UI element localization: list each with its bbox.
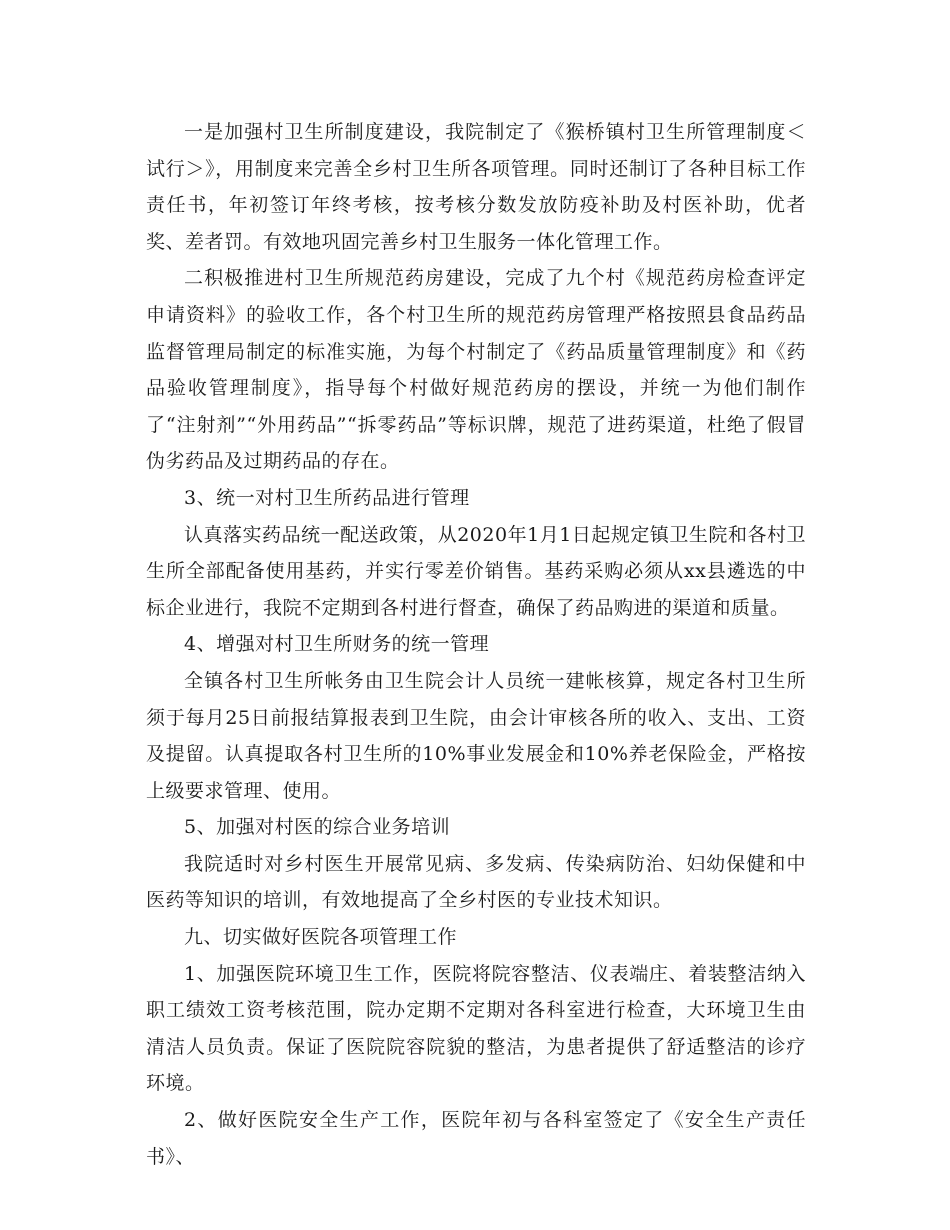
heading-drug-management: 3、统一对村卫生所药品进行管理 — [184, 486, 470, 509]
paragraph-environment-hygiene: 1、加强医院环境卫生工作，医院将院容整洁、仪表端庄、着装整洁纳入职工绩效工资考核范围，院办定期不定期对各科室进行检查，大环境卫生由清洁人员负责。保证了医院院容院貌的整洁，为患者提供了舒适整洁的诊疗环境。 — [146, 962, 806, 1095]
paragraph-clinic-system: 一是加强村卫生所制度建设，我院制定了《猴桥镇村卫生所管理制度＜试行＞》，用制度来完善全乡村卫生所各项管理。同时还制订了各种目标工作责任书，年初签订年终考核，按考核分数发放防疫补助及村医补助，优者奖、差者罚。有效地巩固完善乡村卫生服务一体化管理工作。 — [146, 121, 806, 253]
heading-doctor-training: 5、加强对村医的综合业务培训 — [184, 816, 451, 839]
paragraph-drug-distribution: 认真落实药品统一配送政策，从2020年1月1日起规定镇卫生院和各村卫生所全部配备使用基药，并实行零差价销售。基药采购必须从xx县遴选的中标企业进行，我院不定期到各村进行督查，确保了药品购进的渠道和质量。 — [146, 523, 806, 619]
document-body — [146, 114, 806, 1175]
paragraph-finance-accounting: 全镇各村卫生所帐务由卫生院会计人员统一建帐核算，规定各村卫生所须于每月25日前报结算报表到卫生院，由会计审核各所的收入、支出、工资及提留。认真提取各村卫生所的10%事业发展金和10%养老保险金，严格按上级要求管理、使用。 — [146, 669, 806, 802]
heading-finance-management: 4、增强对村卫生所财务的统一管理 — [184, 633, 490, 656]
paragraph-safety-production: 2、做好医院安全生产工作，医院年初与各科室签定了《安全生产责任书》、 — [146, 1109, 806, 1168]
paragraph-pharmacy-standard: 二积极推进村卫生所规范药房建设，完成了九个村《规范药房检查评定申请资料》的验收工作，各个村卫生所的规范药房管理严格按照县食品药品监督管理局制定的标准实施，为每个村制定了《药品质量管理制度》和《药品验收管理制度》，指导每个村做好规范药房的摆设，并统一为他们制作了“注射剂”“外用药品”“拆零药品”等标识牌，规范了进药渠道，杜绝了假冒伪劣药品及过期药品的存在。 — [146, 267, 806, 473]
paragraph-training: 我院适时对乡村医生开展常见病、多发病、传染病防治、妇幼保健和中医药等知识的培训，有效地提高了全乡村医的专业技术知识。 — [146, 852, 806, 912]
heading-hospital-management: 九、切实做好医院各项管理工作 — [184, 926, 458, 949]
